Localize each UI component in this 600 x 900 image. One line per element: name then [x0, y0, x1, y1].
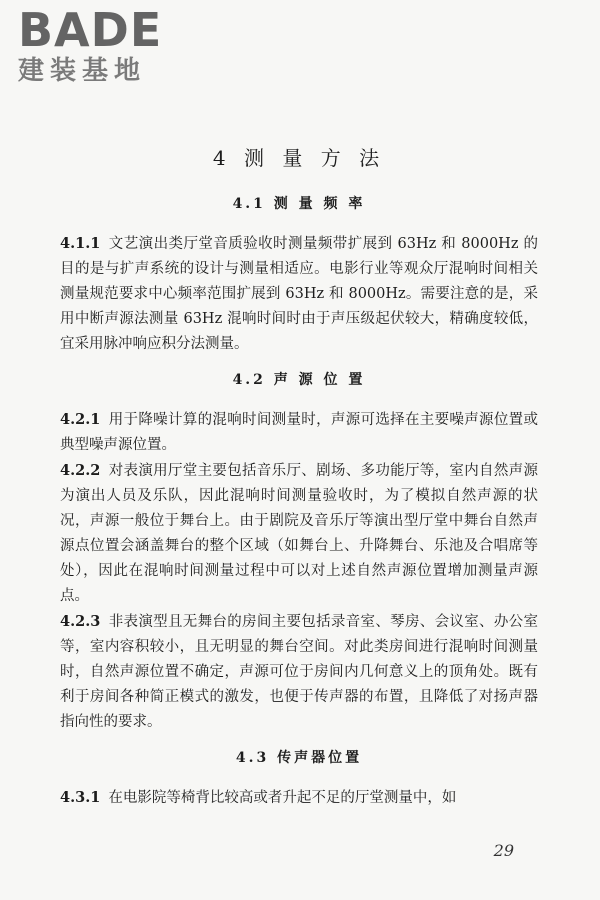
clause-text: 文艺演出类厅堂音质验收时测量频带扩展到 63Hz 和 8000Hz 的目的是与扩声系统的设计与测量相适应。电影行业等观众厅混响时间相关测量规范要求中心频率范围扩展到 63Hz 和 8000Hz。需要注意的是，采用中断声源法测量 63Hz 混响时间时由于声压级起伏较大，精确度较低，宜采用脉冲响应积分法测量。 [60, 236, 538, 352]
clause-number: 4.2.2 [60, 462, 101, 479]
bade-logo [18, 3, 188, 86]
clause-text: 非表演型且无舞台的房间主要包括录音室、琴房、会议室、办公室等，室内容积较小，且无明显的舞台空间。对此类房间进行混响时间测量时，自然声源位置不确定，声源可位于房间内几何意义上的顶角处。既有利于房间各种简正模式的激发，也便于传声器的布置，且降低了对扬声器指向性的要求。 [60, 614, 538, 730]
section-heading-4-2: 4.2 声 源 位 置 [232, 372, 366, 388]
clause-number: 4.1.1 [60, 235, 101, 252]
clause-number: 4.3.1 [60, 789, 101, 806]
page-content [60, 135, 538, 811]
clause-number: 4.2.3 [60, 613, 101, 630]
clause-4-1-1 [60, 231, 538, 357]
clause-4-3-1 [60, 785, 538, 811]
clause-4-2-3 [60, 609, 538, 735]
clause-4-2-2 [60, 458, 538, 609]
clause-text: 在电影院等椅背比较高或者升起不足的厅堂测量中，如 [108, 790, 457, 806]
clause-number: 4.2.1 [60, 411, 101, 428]
logo-wordmark: BADE [18, 3, 163, 57]
section-heading-4-1: 4.1 测 量 频 率 [232, 196, 366, 212]
logo-subtitle: 建装基地 [18, 56, 147, 86]
section-heading-4-3: 4.3 传声器位置 [235, 750, 363, 766]
clause-text: 用于降噪计算的混响时间测量时，声源可选择在主要噪声源位置或典型噪声源位置。 [60, 412, 538, 453]
page-number: 29 [493, 841, 514, 860]
clause-4-2-1 [60, 407, 538, 458]
chapter-title: 4 测 量 方 法 [212, 146, 386, 170]
clause-text: 对表演用厅堂主要包括音乐厅、剧场、多功能厅等，室内自然声源为演出人员及乐队，因此混响时间测量验收时，为了模拟自然声源的状况，声源一般位于舞台上。由于剧院及音乐厅等演出型厅堂中舞台自然声源点位置会涵盖舞台的整个区域（如舞台上、升降舞台、乐池及合唱席等处），因此在混响时间测量过程中可以对上述自然声源位置增加测量声源点。 [60, 463, 538, 604]
